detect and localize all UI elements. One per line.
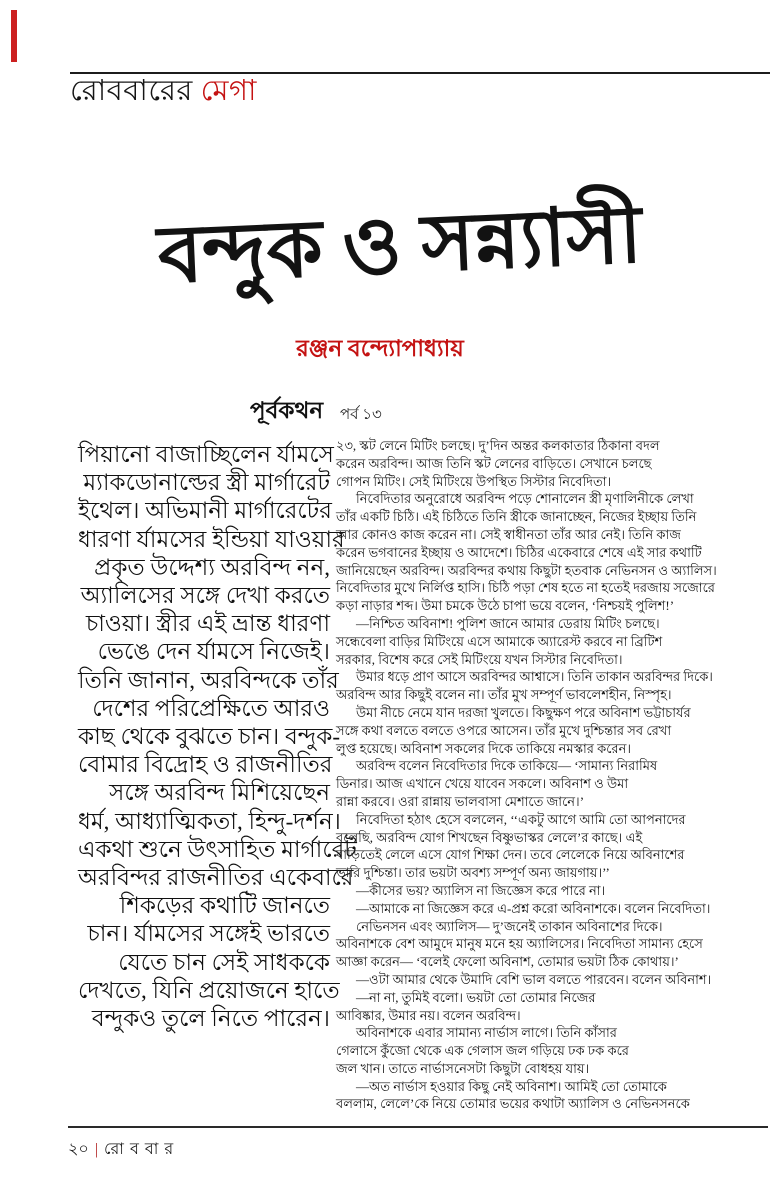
story-line: গোপন মিটিং। সেই মিটিংয়ে উপস্থিত সিস্টার নিবেদিতা।	[336, 473, 612, 489]
masthead-accent: মেগা	[200, 75, 257, 107]
intro-line: বন্দুকও তুলে নিতে পারেন।	[91, 1006, 330, 1032]
intro-line: ধারণা র্যামসের ইন্ডিয়া যাওয়ার	[78, 526, 345, 552]
story-line: সঙ্গে কথা বলতে বলতে ওপরে আসেন। তাঁর মুখে দুশ্চিন্তার সব রেখা	[336, 722, 672, 738]
story-line: বাড়িতেই লেলে এসে যোগ শিক্ষা দেন। তবে লেলেকে নিয়ে অবিনাশের	[336, 847, 685, 863]
story-line: নেভিনসন এবং অ্যালিস— দু’জনেই তাকান অবিনাশের দিকে।	[356, 918, 663, 934]
story-line: গেলাসে কুঁজো থেকে এক গেলাস জল গড়িয়ে ঢক ঢক করে	[336, 1043, 629, 1059]
story-line: সরকার, বিশেষ করে সেই মিটিংয়ে যখন সিস্টার নিবেদিতা।	[336, 651, 623, 667]
prologue-label: পূর্বকথন	[250, 398, 324, 423]
intro-line: যেতে চান সেই সাধককে	[118, 949, 330, 975]
intro-line: ম্যাকডোনাল্ডের স্ত্রী মার্গারেট	[83, 470, 330, 496]
story-line: —আমাকে না জিজ্ঞেস করে এ-প্রশ্ন করো অবিনাশকে। বলেন নিবেদিতা।	[356, 900, 711, 916]
story-line: অরবিন্দ আর কিছুই বলেন না। তাঁর মুখ সম্পূর্ণ ভাবলেশহীন, নিস্পৃহ।	[336, 687, 672, 703]
story-line: নিবেদিতার অনুরোধে অরবিন্দ পড়ে শোনালেন স্ত্রী মৃণালিনীকে লেখা	[356, 491, 694, 507]
intro-line: ধর্ম, আধ্যাত্মিকতা, হিন্দু-দর্শন।	[78, 808, 341, 834]
story-line: জল খান। তাতে নার্ভাসনেসটা কিছুটা বোধহয় যায়।	[336, 1060, 590, 1076]
masthead	[70, 76, 257, 108]
masthead-rule	[70, 72, 770, 74]
story-line: —কীসের ভয়? অ্যালিস না জিজ্ঞেস করে পারে না।	[356, 882, 606, 898]
story-line: —নিশ্চিত অবিনাশ! পুলিশ জানে আমার ডেরায় মিটিং চলছে।	[356, 615, 660, 631]
story-line: আবিষ্কার, উমার নয়। বলেন অরবিন্দ।	[336, 1007, 521, 1023]
story-line: —না না, তুমিই বলো। ভয়টা তো তোমার নিজের	[356, 989, 596, 1005]
page-footer	[68, 1136, 174, 1163]
story-column	[336, 437, 730, 1113]
intro-line: একথা শুনে উৎসাহিত মার্গারেট	[78, 836, 357, 862]
footer-separator: |	[94, 1141, 99, 1158]
red-corner-mark	[11, 10, 17, 62]
story-line: বলেছি, অরবিন্দ যোগ শিখছেন বিষ্ণুভাস্কর লেলে’র কাছে। এই	[336, 829, 643, 845]
story-title: বন্দুক ও সন্ন্যাসী	[156, 191, 644, 301]
story-line: বললাম, লেলে’কে নিয়ে তোমার ভয়ের কথাটা অ্যালিস ও নেভিনসনকে	[336, 1096, 690, 1112]
intro-line: পিয়ানো বাজাচ্ছিলেন র্যামসে	[78, 442, 334, 467]
story-line: উমা নীচে নেমে যান দরজা খুলতে। কিছুক্ষণ পরে অবিনাশ ভট্টাচার্যর	[356, 704, 691, 720]
story-line: ২৩, স্কট লেনে মিটিং চলছে। দু’দিন অন্তর কলকাতার ঠিকানা বদল	[336, 438, 660, 453]
magazine-name: রো ব বা র	[104, 1141, 175, 1158]
story-line: আজ্ঞা করেন— ‘বলেই ফেলো অবিনাশ, তোমার ভয়টা ঠিক কোথায়।’	[336, 954, 679, 970]
intro-line: প্রকৃত উদ্দেশ্য অরবিন্দ নন,	[94, 554, 330, 580]
story-line: রান্না করবে। ওরা রান্নায় ভালবাসা মেশাতে জানে।’	[336, 793, 585, 809]
masthead-text: রোববারের	[70, 75, 201, 107]
story-line: ডিনার। আজ এখানে খেয়ে যাবেন সকলে। অবিনাশ ও উমা	[336, 776, 629, 792]
intro-line: চান। র্যামসের সঙ্গেই ভারতে	[87, 921, 330, 947]
story-line: উমার ধড়ে প্রাণ আসে অরবিন্দর আশ্বাসে। তিনি তাকান অরবিন্দর দিকে।	[356, 669, 713, 685]
intro-line: চাওয়া। স্ত্রীর এই ভ্রান্ত ধারণা	[85, 611, 330, 637]
author-byline: রঞ্জন বন্দ্যোপাধ্যায়	[296, 336, 464, 361]
story-line: নিবেদিতা হঠাৎ হেসে বললেন, ‘‘একটু আগে আমি তো আপনাদের	[356, 811, 686, 827]
story-line: —অত নার্ভাস হওয়ার কিছু নেই অবিনাশ। আমিই তো তোমাকে	[356, 1078, 667, 1094]
story-line: কড়া নাড়ার শব্দ। উমা চমকে উঠে চাপা ভয়ে বলেন, ‘নিশ্চয়ই পুলিশ!’	[336, 598, 675, 614]
intro-line: অরবিন্দর রাজনীতির একেবারে	[78, 865, 354, 891]
story-line: অরবিন্দ বলেন নিবেদিতার দিকে তাকিয়ে— ‘সামান্য নিরামিষ	[356, 758, 658, 774]
story-line: অবিনাশকে বেশ আমুদে মানুষ মনে হয় অ্যালিসের। নিবেদিতা সামান্য হেসে	[336, 936, 703, 952]
page-number: ২০	[68, 1141, 89, 1158]
story-line: নিবেদিতার মুখে নির্লিপ্ত হাসি। চিঠি পড়া শেষ হতে না হতেই দরজায় সজোরে	[336, 580, 715, 596]
footer-rule	[68, 1126, 768, 1128]
intro-line: সঙ্গে অরবিন্দ মিশিয়েছেন	[109, 780, 330, 806]
intro-column	[78, 441, 357, 1033]
story-line: সন্ধেবেলা বাড়ির মিটিংয়ে এসে আমাকে অ্যারেস্ট করবে না ব্রিটিশ	[336, 633, 663, 649]
intro-line: দেখতে, যিনি প্রয়োজনে হাতে	[78, 977, 340, 1003]
intro-line: শিকড়ের কথাটি জানতে	[119, 893, 330, 919]
intro-line: তিনি জানান, অরবিন্দকে তাঁর	[78, 667, 339, 693]
story-line: জানিয়েছেন অরবিন্দ। অরবিন্দর কথায় কিছুটা হতবাক নেভিনসন ও অ্যালিস।	[336, 562, 717, 578]
story-line: লুপ্ত হয়েছে। অবিনাশ সকলের দিকে তাকিয়ে নমস্কার করেন।	[336, 740, 631, 756]
intro-line: কাছ থেকে বুঝতে চান। বন্দুক-	[78, 724, 341, 750]
story-line: অবিনাশকে এবার সামান্য নার্ভাস লাগে। তিনি কাঁসার	[356, 1025, 617, 1041]
story-line: —ওটা আমার থেকে উমাদি বেশি ভাল বলতে পারবেন। বলেন অবিনাশ।	[356, 971, 712, 987]
episode-label: পর্ব ১৩	[340, 407, 382, 423]
intro-line: ভেঙে দেন র্যামসে নিজেই।	[97, 639, 330, 665]
intro-line: ইথেল। অভিমানী মার্গারেটের	[78, 498, 332, 524]
story-line: ভারি দুশ্চিন্তা। তার ভয়টা অবশ্য সম্পূর্ণ অন্য জায়গায়।’’	[336, 865, 610, 881]
story-line: করেন ভগবানের ইচ্ছায় ও আদেশে। চিঠির একেবারে শেষে এই সার কথাটি	[336, 544, 702, 560]
story-line: তাঁর একটি চিঠি। এই চিঠিতে তিনি স্ত্রীকে জানাচ্ছেন, নিজের ইচ্ছায় তিনি	[336, 509, 697, 525]
story-line: করেন অরবিন্দ। আজ তিনি স্কট লেনের বাড়িতে। সেখানে চলছে	[336, 455, 652, 471]
intro-line: অ্যালিসের সঙ্গে দেখা করতে	[80, 583, 330, 609]
intro-line: দেশের পরিপ্রেক্ষিতে আরও	[92, 695, 330, 721]
intro-line: বোমার বিদ্রোহ ও রাজনীতির	[78, 752, 333, 778]
story-line: আর কোনও কাজ করেন না। সেই স্বাধীনতা তাঁর আর নেই। তিনি কাজ	[336, 526, 681, 542]
